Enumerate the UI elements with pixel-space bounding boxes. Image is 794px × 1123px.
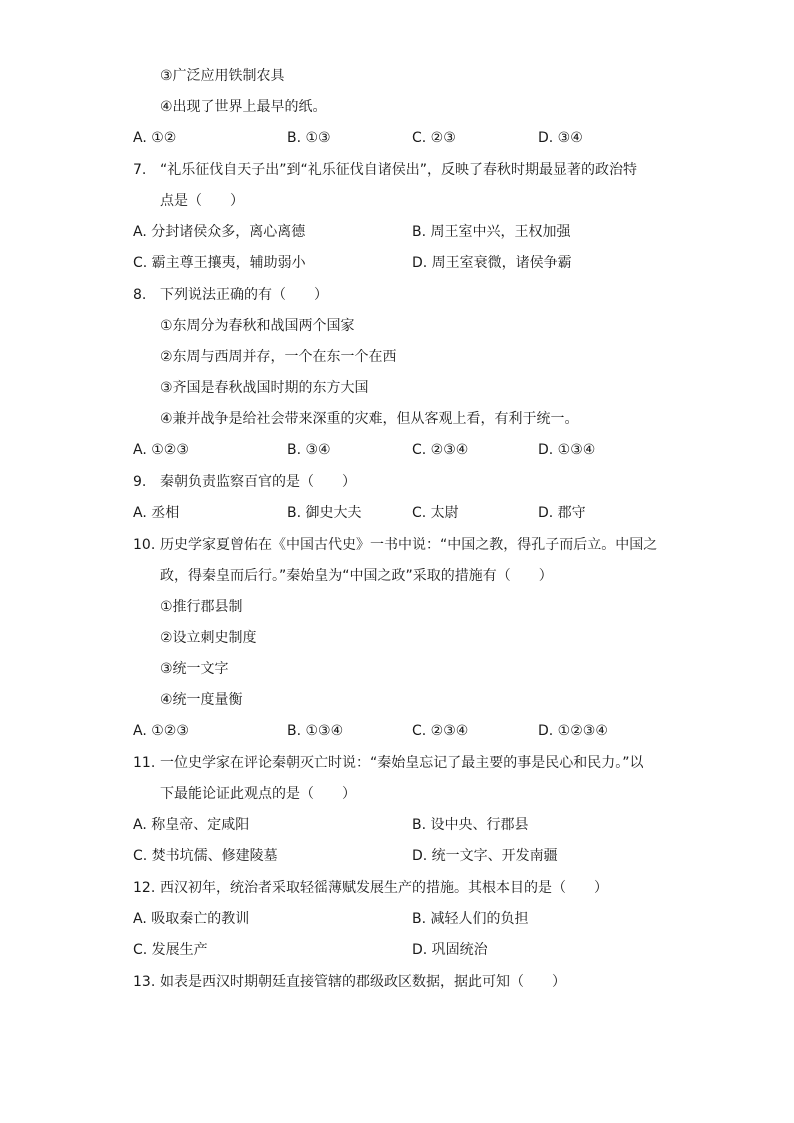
q9-option-a[interactable]: A. 丞相 [133,505,180,521]
q12-stem: 西汉初年，统治者采取轻徭薄赋发展生产的措施。其根本目的是（ ） [160,880,608,896]
q9-option-c[interactable]: C. 太尉 [412,505,459,521]
q10-option-a[interactable]: A. ①②③ [133,723,189,739]
q8-item-4: ④兼并战争是给社会带来深重的灾难，但从客观上看，有利于统一。 [160,411,579,427]
q6-option-b[interactable]: B. ①③ [287,130,331,146]
q8-number: 8. [133,287,147,303]
q8-item-2: ②东周与西周并存，一个在东一个在西 [160,349,397,365]
q9-number: 9. [133,474,147,490]
q10-stem-line2: 政，得秦皇而后行。”秦始皇为“中国之政”采取的措施有（ ） [160,568,553,584]
q13-number: 13. [133,974,156,990]
q7-stem-line1: “礼乐征伐自天子出”到“礼乐征伐自诸侯出”，反映了春秋时期最显著的政治特 [160,162,638,178]
q10-option-b[interactable]: B. ①③④ [287,723,344,739]
q11-option-d[interactable]: D. 统一文字、开发南疆 [412,848,558,864]
q9-option-d[interactable]: D. 郡守 [538,505,586,521]
q12-number: 12. [133,880,156,896]
q7-option-c[interactable]: C. 霸主尊王攘夷，辅助弱小 [133,255,306,271]
q7-stem-line2: 点是（ ） [160,193,244,209]
q11-option-a[interactable]: A. 称皇帝、定咸阳 [133,817,250,833]
q8-item-3: ③齐国是春秋战国时期的东方大国 [160,380,369,396]
q8-stem: 下列说法正确的有（ ） [160,287,328,303]
q10-item-3: ③统一文字 [160,661,229,677]
q6-item-3: ③广泛应用铁制农具 [160,68,285,84]
q6-option-a[interactable]: A. ①② [133,130,177,146]
q10-option-c[interactable]: C. ②③④ [412,723,469,739]
q11-stem-line2: 下最能论证此观点的是（ ） [160,786,356,802]
q8-option-b[interactable]: B. ③④ [287,442,331,458]
q7-option-a[interactable]: A. 分封诸侯众多，离心离德 [133,224,306,240]
q12-option-d[interactable]: D. 巩固统治 [412,942,488,958]
q10-item-1: ①推行郡县制 [160,599,243,615]
q7-number: 7. [133,162,147,178]
q10-item-2: ②设立刺史制度 [160,630,257,646]
q6-option-c[interactable]: C. ②③ [412,130,456,146]
q10-number: 10. [133,537,156,553]
q12-option-c[interactable]: C. 发展生产 [133,942,208,958]
q8-option-d[interactable]: D. ①③④ [538,442,596,458]
q9-option-b[interactable]: B. 御史大夫 [287,505,362,521]
q12-option-b[interactable]: B. 减轻人们的负担 [412,911,529,927]
q10-item-4: ④统一度量衡 [160,692,243,708]
q10-option-d[interactable]: D. ①②③④ [538,723,608,739]
q11-stem-line1: 一位史学家在评论秦朝灭亡时说：“秦始皇忘记了最主要的事是民心和民力。”以 [160,755,644,771]
q8-item-1: ①东周分为春秋和战国两个国家 [160,318,355,334]
q11-option-c[interactable]: C. 焚书坑儒、修建陵墓 [133,848,278,864]
q6-item-4: ④出现了世界上最早的纸。 [160,99,327,115]
q6-option-d[interactable]: D. ③④ [538,130,583,146]
q8-option-c[interactable]: C. ②③④ [412,442,469,458]
q13-stem: 如表是西汉时期朝廷直接管辖的郡级政区数据，据此可知（ ） [160,974,566,990]
q7-option-b[interactable]: B. 周王室中兴，王权加强 [412,224,571,240]
q7-option-d[interactable]: D. 周王室衰微，诸侯争霸 [412,255,572,271]
q11-option-b[interactable]: B. 设中央、行郡县 [412,817,529,833]
q12-option-a[interactable]: A. 吸取秦亡的教训 [133,911,250,927]
q9-stem: 秦朝负责监察百官的是（ ） [160,474,356,490]
q10-stem-line1: 历史学家夏曾佑在《中国古代史》一书中说：“中国之教，得孔子而后立。中国之 [160,537,658,553]
q11-number: 11. [133,755,156,771]
q8-option-a[interactable]: A. ①②③ [133,442,189,458]
